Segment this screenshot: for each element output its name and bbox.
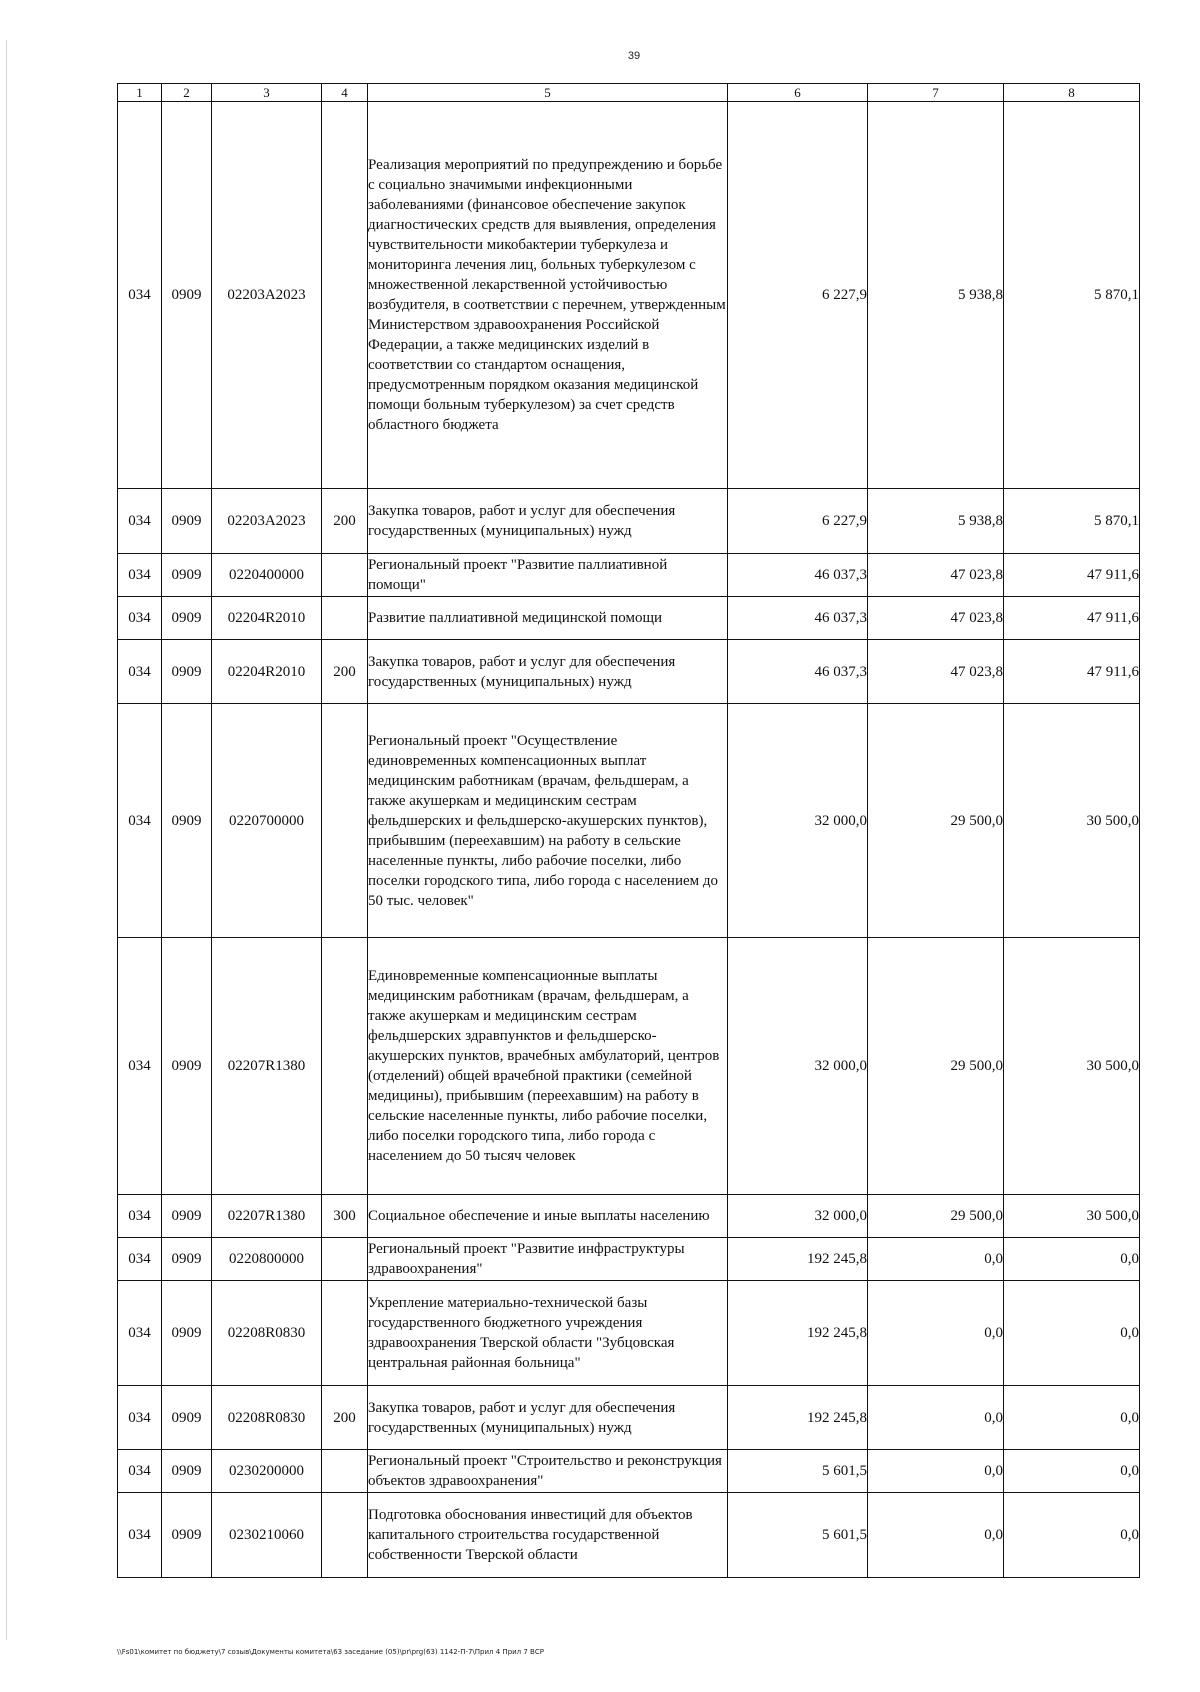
target-code-cell: 02203А2023 <box>212 102 322 489</box>
amount-year2-cell: 0,0 <box>868 1493 1004 1578</box>
column-number-row <box>118 84 1140 102</box>
column-number: 5 <box>368 84 728 102</box>
target-code-cell: 0230210060 <box>212 1493 322 1578</box>
column-number: 8 <box>1004 84 1140 102</box>
section-code-cell: 0909 <box>162 1450 212 1493</box>
amount-year3-cell: 0,0 <box>1004 1386 1140 1450</box>
section-code-cell: 0909 <box>162 1281 212 1386</box>
item-name-cell: Реализация мероприятий по предупреждению и борьбе с социально значимыми инфекционными заболеваниями (финансовое обеспечение закупок диагностических средств для выявления, определения чувствительности микобактерии туберкулеза и мониторинга лечения лиц, больных туберкулезом с множественной лекарственной устойчивостью возбудителя, в соответствии с перечнем, утвержденным Министерством здравоохранения Российской Федерации, а также медицинских изделий в соответствии со стандартом оснащения, предусмотренным порядком оказания медицинской помощи больным туберкулезом) за счет средств областного бюджета <box>368 102 728 489</box>
expense-kind-cell: 300 <box>322 1195 368 1238</box>
amount-year1-cell: 32 000,0 <box>728 704 868 938</box>
amount-year1-cell: 32 000,0 <box>728 938 868 1195</box>
target-code-cell: 0220400000 <box>212 554 322 597</box>
amount-year3-cell: 0,0 <box>1004 1238 1140 1281</box>
table-row <box>118 1195 1140 1238</box>
amount-year3-cell: 0,0 <box>1004 1450 1140 1493</box>
section-code-cell: 0909 <box>162 1238 212 1281</box>
file-path-footer: \\Fs01\комитет по бюджету\7 созыв\Документы комитета\63 заседание (05)\pr\prg(63) 1142-П-7\Прил 4 Прил 7 ВСР <box>117 1648 544 1656</box>
item-name-cell: Региональный проект "Строительство и реконструкция объектов здравоохранения" <box>368 1450 728 1493</box>
admin-code-cell: 034 <box>118 489 162 554</box>
target-code-cell: 02204R2010 <box>212 640 322 704</box>
expense-kind-cell: 200 <box>322 489 368 554</box>
table-row <box>118 1386 1140 1450</box>
table-row <box>118 640 1140 704</box>
amount-year3-cell: 30 500,0 <box>1004 938 1140 1195</box>
amount-year2-cell: 47 023,8 <box>868 597 1004 640</box>
column-number: 1 <box>118 84 162 102</box>
section-code-cell: 0909 <box>162 554 212 597</box>
column-number: 2 <box>162 84 212 102</box>
amount-year2-cell: 0,0 <box>868 1450 1004 1493</box>
table-row <box>118 1238 1140 1281</box>
target-code-cell: 02208R0830 <box>212 1281 322 1386</box>
section-code-cell: 0909 <box>162 640 212 704</box>
item-name-cell: Закупка товаров, работ и услуг для обеспечения государственных (муниципальных) нужд <box>368 1386 728 1450</box>
expense-kind-cell <box>322 1238 368 1281</box>
column-number: 3 <box>212 84 322 102</box>
item-name-cell: Закупка товаров, работ и услуг для обеспечения государственных (муниципальных) нужд <box>368 489 728 554</box>
column-number: 6 <box>728 84 868 102</box>
section-code-cell: 0909 <box>162 489 212 554</box>
admin-code-cell: 034 <box>118 1386 162 1450</box>
admin-code-cell: 034 <box>118 102 162 489</box>
table-row <box>118 1493 1140 1578</box>
expense-kind-cell <box>322 1450 368 1493</box>
amount-year3-cell: 47 911,6 <box>1004 597 1140 640</box>
table-row <box>118 102 1140 489</box>
admin-code-cell: 034 <box>118 554 162 597</box>
admin-code-cell: 034 <box>118 1195 162 1238</box>
amount-year1-cell: 5 601,5 <box>728 1450 868 1493</box>
column-number: 4 <box>322 84 368 102</box>
admin-code-cell: 034 <box>118 1238 162 1281</box>
amount-year3-cell: 5 870,1 <box>1004 489 1140 554</box>
expense-kind-cell <box>322 554 368 597</box>
expense-kind-cell <box>322 1281 368 1386</box>
amount-year1-cell: 46 037,3 <box>728 554 868 597</box>
expense-kind-cell <box>322 1493 368 1578</box>
item-name-cell: Укрепление материально-технической базы государственного бюджетного учреждения здравоохранения Тверской области "Зубцовская центральная районная больница" <box>368 1281 728 1386</box>
amount-year1-cell: 5 601,5 <box>728 1493 868 1578</box>
target-code-cell: 02207R1380 <box>212 938 322 1195</box>
scan-edge-line <box>6 40 7 1640</box>
target-code-cell: 02208R0830 <box>212 1386 322 1450</box>
amount-year2-cell: 29 500,0 <box>868 938 1004 1195</box>
column-number: 7 <box>868 84 1004 102</box>
item-name-cell: Развитие паллиативной медицинской помощи <box>368 597 728 640</box>
amount-year1-cell: 32 000,0 <box>728 1195 868 1238</box>
amount-year3-cell: 47 911,6 <box>1004 554 1140 597</box>
expense-kind-cell <box>322 597 368 640</box>
item-name-cell: Региональный проект "Развитие паллиативной помощи" <box>368 554 728 597</box>
amount-year2-cell: 0,0 <box>868 1281 1004 1386</box>
table-row <box>118 1450 1140 1493</box>
amount-year2-cell: 0,0 <box>868 1386 1004 1450</box>
table-row <box>118 554 1140 597</box>
item-name-cell: Региональный проект "Развитие инфраструктуры здравоохранения" <box>368 1238 728 1281</box>
amount-year2-cell: 5 938,8 <box>868 489 1004 554</box>
admin-code-cell: 034 <box>118 640 162 704</box>
section-code-cell: 0909 <box>162 704 212 938</box>
target-code-cell: 02204R2010 <box>212 597 322 640</box>
admin-code-cell: 034 <box>118 597 162 640</box>
admin-code-cell: 034 <box>118 938 162 1195</box>
amount-year2-cell: 5 938,8 <box>868 102 1004 489</box>
item-name-cell: Региональный проект "Осуществление единовременных компенсационных выплат медицинским работникам (врачам, фельдшерам, а также акушеркам и медицинским сестрам фельдшерских и фельдшерско-акушерских пунктов), прибывшим (переехавшим) на работу в сельские населенные пункты, либо рабочие поселки, либо поселки городского типа, либо города с населением до 50 тыс. человек" <box>368 704 728 938</box>
item-name-cell: Подготовка обоснования инвестиций для объектов капитального строительства государственной собственности Тверской области <box>368 1493 728 1578</box>
target-code-cell: 02203А2023 <box>212 489 322 554</box>
amount-year3-cell: 5 870,1 <box>1004 102 1140 489</box>
table-row <box>118 597 1140 640</box>
section-code-cell: 0909 <box>162 102 212 489</box>
admin-code-cell: 034 <box>118 1281 162 1386</box>
amount-year1-cell: 192 245,8 <box>728 1238 868 1281</box>
amount-year1-cell: 46 037,3 <box>728 597 868 640</box>
admin-code-cell: 034 <box>118 1450 162 1493</box>
target-code-cell: 0230200000 <box>212 1450 322 1493</box>
expense-kind-cell <box>322 102 368 489</box>
item-name-cell: Социальное обеспечение и иные выплаты населению <box>368 1195 728 1238</box>
amount-year2-cell: 47 023,8 <box>868 640 1004 704</box>
table-row <box>118 704 1140 938</box>
amount-year1-cell: 6 227,9 <box>728 102 868 489</box>
target-code-cell: 02207R1380 <box>212 1195 322 1238</box>
amount-year1-cell: 6 227,9 <box>728 489 868 554</box>
admin-code-cell: 034 <box>118 704 162 938</box>
expense-kind-cell: 200 <box>322 640 368 704</box>
section-code-cell: 0909 <box>162 597 212 640</box>
table-row <box>118 1281 1140 1386</box>
section-code-cell: 0909 <box>162 1386 212 1450</box>
amount-year3-cell: 0,0 <box>1004 1493 1140 1578</box>
amount-year1-cell: 192 245,8 <box>728 1386 868 1450</box>
amount-year2-cell: 0,0 <box>868 1238 1004 1281</box>
amount-year2-cell: 29 500,0 <box>868 704 1004 938</box>
item-name-cell: Единовременные компенсационные выплаты медицинским работникам (врачам, фельдшерам, а также акушеркам и медицинским сестрам фельдшерских здравпунктов и фельдшерско-акушерских пунктов, врачебных амбулаторий, центров (отделений) общей врачебной практики (семейной медицины), прибывшим (переехавшим) на работу в сельские населенные пункты, либо рабочие поселки, либо поселки городского типа, либо города с населением до 50 тысяч человек <box>368 938 728 1195</box>
target-code-cell: 0220700000 <box>212 704 322 938</box>
section-code-cell: 0909 <box>162 1493 212 1578</box>
amount-year2-cell: 47 023,8 <box>868 554 1004 597</box>
section-code-cell: 0909 <box>162 1195 212 1238</box>
target-code-cell: 0220800000 <box>212 1238 322 1281</box>
page-number: 39 <box>627 50 641 62</box>
amount-year1-cell: 192 245,8 <box>728 1281 868 1386</box>
amount-year3-cell: 30 500,0 <box>1004 1195 1140 1238</box>
amount-year2-cell: 29 500,0 <box>868 1195 1004 1238</box>
admin-code-cell: 034 <box>118 1493 162 1578</box>
table-row <box>118 938 1140 1195</box>
item-name-cell: Закупка товаров, работ и услуг для обеспечения государственных (муниципальных) нужд <box>368 640 728 704</box>
table-row <box>118 489 1140 554</box>
section-code-cell: 0909 <box>162 938 212 1195</box>
budget-table <box>117 83 1140 1578</box>
expense-kind-cell: 200 <box>322 1386 368 1450</box>
amount-year1-cell: 46 037,3 <box>728 640 868 704</box>
amount-year3-cell: 47 911,6 <box>1004 640 1140 704</box>
amount-year3-cell: 30 500,0 <box>1004 704 1140 938</box>
expense-kind-cell <box>322 938 368 1195</box>
amount-year3-cell: 0,0 <box>1004 1281 1140 1386</box>
expense-kind-cell <box>322 704 368 938</box>
